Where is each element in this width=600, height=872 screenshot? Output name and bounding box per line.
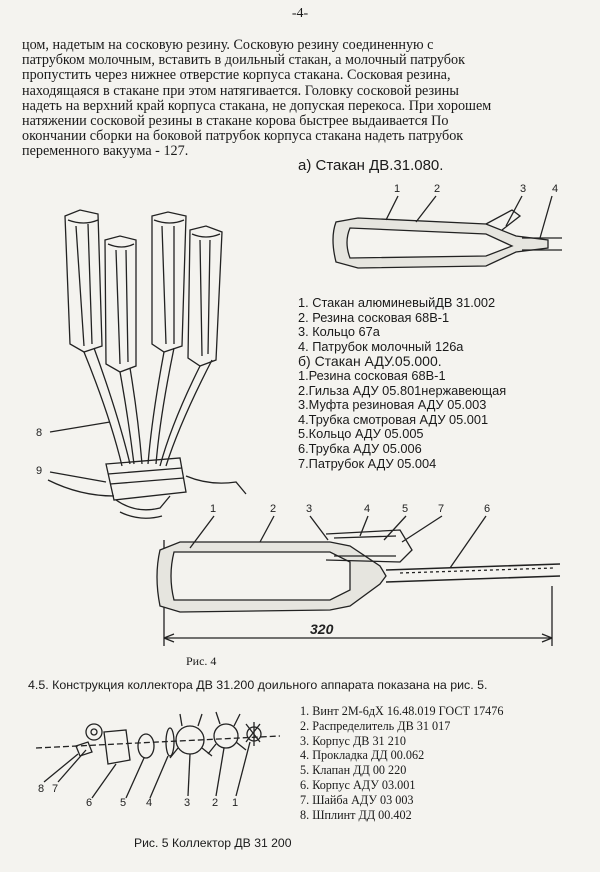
figure-5-collector-drawing [30,708,290,808]
paragraph-line: переменного вакуума - 127. [22,143,189,160]
fig5-item: 7. Шайба АДУ 03 003 [300,792,414,807]
fig5-callout-6: 6 [86,797,93,809]
figure-a-b-parts-list [298,296,506,471]
fig5-item: 8. Шплинт ДД 00.402 [300,807,412,822]
fig-a-callout-3: 3 [520,183,527,195]
paragraph-line: надеть на верхний край корпуса стакана, не допуская перекоса. При хорошем [22,97,492,114]
fig-b-callout-1: 1 [210,503,217,515]
fig5-callout-3: 3 [184,797,191,809]
fig-b-callout-4: 4 [364,503,371,515]
fig-b-item: 5.Кольцо АДУ 05.005 [298,426,424,442]
figure-5-parts-list [300,704,503,822]
fig5-item: 1. Винт 2М-6дХ 16.48.019 ГОСТ 17476 [300,704,504,718]
fig5-callout-2: 2 [212,797,219,809]
cluster-label-9: 9 [36,465,43,477]
fig-b-callout-7: 7 [438,503,445,515]
paragraph-line: окончании сборки на боковой патрубок корпуса стакана надеть патрубок [22,128,464,145]
figure-a-drawing [326,178,576,288]
fig-b-callout-3: 3 [306,503,313,515]
paragraph-line: пропустить через нижнее отверстие корпуса стакана. Сосковая резина, [22,67,451,84]
figure-4-caption: Рис. 4 [186,654,217,668]
fig-b-callout-2: 2 [270,503,277,515]
page-number: -4- [291,6,309,21]
fig-b-item: 7.Патрубок АДУ 05.004 [298,455,437,471]
fig-a-item: 2. Резина сосковая 68В-1 [298,309,450,325]
figure-a-caption: а) Стакан ДВ.31.080. [298,157,444,174]
fig5-item: 2. Распределитель ДВ 31 017 [300,718,451,733]
figure-b-drawing [150,500,570,650]
fig-b-item: 4.Трубка смотровая АДУ 05.001 [298,411,489,427]
figure-b-caption: б) Стакан АДУ.05.000. [298,353,442,370]
fig-b-callout-5: 5 [402,503,409,515]
fig5-callout-5: 5 [120,797,127,809]
fig5-callout-7: 7 [52,783,59,795]
fig-b-dimension: 320 [310,621,334,637]
fig-b-callout-6: 6 [484,503,491,515]
fig-b-item: 1.Резина сосковая 68В-1 [298,367,446,383]
fig-a-callout-2: 2 [434,183,441,195]
body-paragraph [22,38,578,160]
teat-cup-cluster-drawing [36,196,290,536]
fig-b-item: 3.Муфта резиновая АДУ 05.003 [298,397,487,413]
fig-a-item: 4. Патрубок молочный 126а [298,338,464,354]
paragraph-line: цом, надетым на сосковую резину. Сосковую резину соединенную с [22,37,434,53]
fig-a-item: 3. Кольцо 67а [298,324,380,340]
fig5-item: 5. Клапан ДД 00 220 [300,763,407,778]
fig-a-callout-4: 4 [552,183,559,195]
fig5-callout-1: 1 [232,797,239,809]
paragraph-line: натяжении сосковой резины в стакане корова быстрее выдаивается По [22,113,449,130]
fig-b-item: 2.Гильза АДУ 05.801нержавеющая [298,382,507,398]
figure-5-caption: Рис. 5 Коллектор ДВ 31 200 [134,836,292,850]
section-4-5-text: 4.5. Конструкция коллектора ДВ 31.200 доильного аппарата показана на рис. 5. [28,678,488,692]
fig-b-item: 6.Трубка АДУ 05.006 [298,440,422,456]
fig-a-callout-1: 1 [394,183,401,195]
fig5-item: 3. Корпус ДВ 31 210 [300,733,406,748]
fig-a-item: 1. Стакан алюминевыйДВ 31.002 [298,295,496,310]
fig5-callout-4: 4 [146,797,153,809]
fig5-item: 4. Прокладка ДД 00.062 [300,748,425,763]
fig5-item: 6. Корпус АДУ 03.001 [300,777,416,792]
cluster-label-8: 8 [36,427,43,439]
fig5-callout-8: 8 [38,783,45,795]
paragraph-line: патрубком молочным, вставить в доильный стакан, а молочный патрубок [22,52,466,69]
paragraph-line: находящаяся в стакане при этом натягивается. Головку сосковой резины [22,82,459,99]
